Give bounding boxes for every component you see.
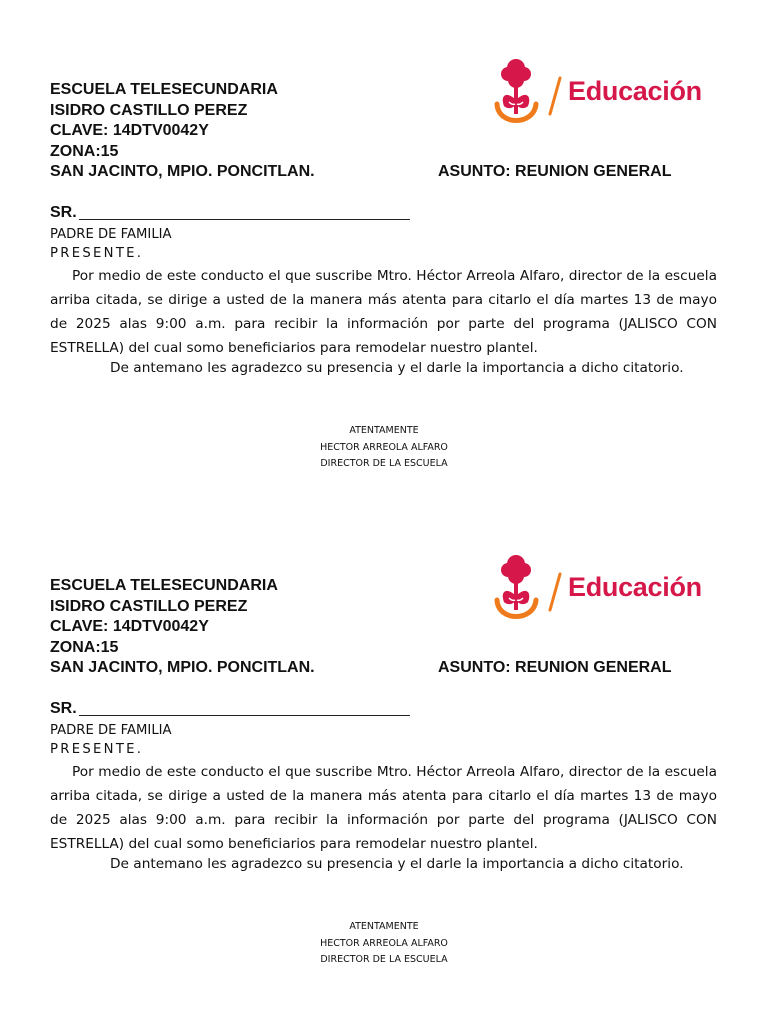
recipient-sr: SR. xyxy=(50,204,77,221)
school-clave: CLAVE: 14DTV0042Y xyxy=(50,618,209,635)
school-zona: ZONA:15 xyxy=(50,142,119,160)
recipient-sr: SR. xyxy=(50,700,77,717)
signature-name: HECTOR ARREOLA ALFARO xyxy=(320,441,448,453)
body-paragraph-2: De antemano les agradezco su presencia y el darle la importancia a dicho citatorio. xyxy=(110,360,684,376)
citatorio-letter-1 xyxy=(0,0,768,496)
recipient-name-line xyxy=(79,219,410,220)
signature-closing: ATENTAMENTE xyxy=(349,425,419,436)
signature-closing: ATENTAMENTE xyxy=(349,921,419,932)
signature-block xyxy=(234,423,534,473)
educacion-logo xyxy=(494,56,704,132)
signature-title: DIRECTOR DE LA ESCUELA xyxy=(320,954,448,965)
body-paragraph-1: Por medio de este conducto el que suscribe Mtro. Héctor Arreola Alfaro, director de la escuela arriba citada, se dirige a usted de la manera más atenta para citarlo el día martes 13 de mayo de 2025 alas 9:00 a.m. para recibir la información por parte del programa (JALISCO CON ESTRELLA) del cual somo beneficiarios para remodelar nuestro plantel. xyxy=(50,764,717,852)
signature-name: HECTOR ARREOLA ALFARO xyxy=(320,937,448,949)
educacion-logo xyxy=(494,552,704,628)
asunto-label: ASUNTO: REUNION GENERAL xyxy=(438,163,672,180)
recipient-role: PADRE DE FAMILIA xyxy=(50,227,172,242)
school-name: ESCUELA TELESECUNDARIA xyxy=(50,81,278,98)
signature-title: DIRECTOR DE LA ESCUELA xyxy=(320,458,448,469)
recipient-name-line xyxy=(79,715,410,716)
citatorio-letter-2 xyxy=(0,496,768,992)
school-location: SAN JACINTO, MPIO. PONCITLAN. xyxy=(50,163,315,180)
school-zona: ZONA:15 xyxy=(50,638,119,656)
school-location: SAN JACINTO, MPIO. PONCITLAN. xyxy=(50,659,315,676)
asunto-label: ASUNTO: REUNION GENERAL xyxy=(438,659,672,676)
recipient-role: PADRE DE FAMILIA xyxy=(50,723,172,738)
signature-block xyxy=(234,919,534,969)
presente-label: PRESENTE. xyxy=(50,742,144,757)
body-paragraph-2: De antemano les agradezco su presencia y el darle la importancia a dicho citatorio. xyxy=(110,856,684,872)
educacion-logo-text: Educación xyxy=(568,572,702,602)
school-name: ESCUELA TELESECUNDARIA xyxy=(50,577,278,594)
presente-label: PRESENTE. xyxy=(50,246,144,261)
body-paragraph-1: Por medio de este conducto el que suscribe Mtro. Héctor Arreola Alfaro, director de la escuela arriba citada, se dirige a usted de la manera más atenta para citarlo el día martes 13 de mayo de 2025 alas 9:00 a.m. para recibir la información por parte del programa (JALISCO CON ESTRELLA) del cual somo beneficiarios para remodelar nuestro plantel. xyxy=(50,268,717,356)
educacion-flower-icon xyxy=(494,56,564,132)
school-subname: ISIDRO CASTILLO PEREZ xyxy=(50,597,248,615)
educacion-flower-icon xyxy=(494,552,564,628)
educacion-logo-text: Educación xyxy=(568,76,702,106)
school-subname: ISIDRO CASTILLO PEREZ xyxy=(50,101,248,119)
school-clave: CLAVE: 14DTV0042Y xyxy=(50,122,209,139)
